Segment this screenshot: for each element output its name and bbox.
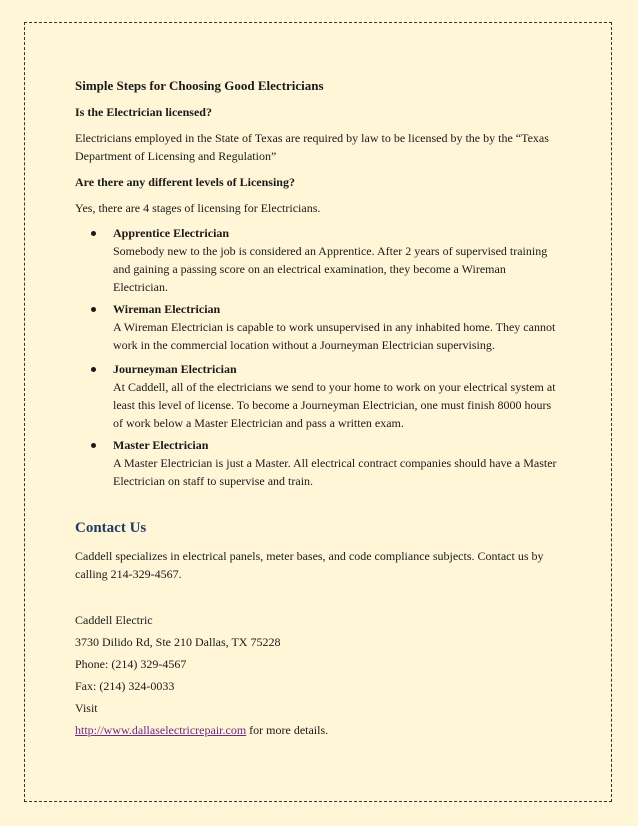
level-line: Electrician.: [113, 280, 168, 294]
visit-line: [75, 721, 328, 739]
bullet-icon: [91, 443, 96, 448]
question-levels: Are there any different levels of Licensing?: [75, 175, 295, 189]
paragraph-line: Department of Licensing and Regulation”: [75, 149, 277, 163]
level-line: Somebody new to the job is considered an Apprentice. After 2 years of supervised training: [113, 244, 548, 258]
bullet-icon: [91, 307, 96, 312]
paragraph-line: Electricians employed in the State of Texas are required by law to be licensed by the by the “Texas: [75, 131, 549, 145]
visit-label: Visit: [75, 701, 98, 715]
contact-heading: Contact Us: [75, 520, 147, 536]
level-title: Journeyman Electrician: [113, 362, 237, 376]
bullet-icon: [91, 367, 96, 372]
company-address: 3730 Dilido Rd, Ste 210 Dallas, TX 75228: [75, 635, 281, 649]
level-line: At Caddell, all of the electricians we send to your home to work on your electrical system at: [113, 380, 556, 394]
document-title: Simple Steps for Choosing Good Electricians: [75, 78, 324, 93]
company-name: Caddell Electric: [75, 613, 153, 627]
level-title: Wireman Electrician: [113, 302, 221, 316]
level-title: Master Electrician: [113, 438, 209, 452]
level-line: of work below a Master Electrician and pass a written exam.: [113, 416, 404, 430]
level-line: and gaining a passing score on an electrical examination, they become a Wireman: [113, 262, 506, 276]
paragraph-line: Yes, there are 4 stages of licensing for Electricians.: [75, 201, 321, 215]
question-licensed: Is the Electrician licensed?: [75, 105, 212, 119]
paragraph-line: Caddell specializes in electrical panels, meter bases, and code compliance subjects. Contact us by: [75, 549, 544, 563]
paragraph-line: calling 214-329-4567.: [75, 567, 182, 581]
visit-suffix: for more details.: [246, 723, 329, 737]
level-line: A Master Electrician is just a Master. All electrical contract companies should have a Master: [113, 456, 557, 470]
company-phone: Phone: (214) 329-4567: [75, 657, 187, 671]
level-line: A Wireman Electrician is capable to work unsupervised in any inhabited home. They cannot: [113, 320, 556, 334]
level-title: Apprentice Electrician: [113, 226, 230, 240]
level-line: Electrician on staff to supervise and train.: [113, 474, 314, 488]
bullet-icon: [91, 231, 96, 236]
level-line: least this level of license. To become a Journeyman Electrician, one must finish 8000 hours: [113, 398, 552, 412]
website-link[interactable]: http://www.dallaselectricrepair.com: [75, 723, 247, 737]
level-line: work in the commercial location without a Journeyman Electrician supervising.: [113, 338, 495, 352]
company-fax: Fax: (214) 324-0033: [75, 679, 175, 693]
